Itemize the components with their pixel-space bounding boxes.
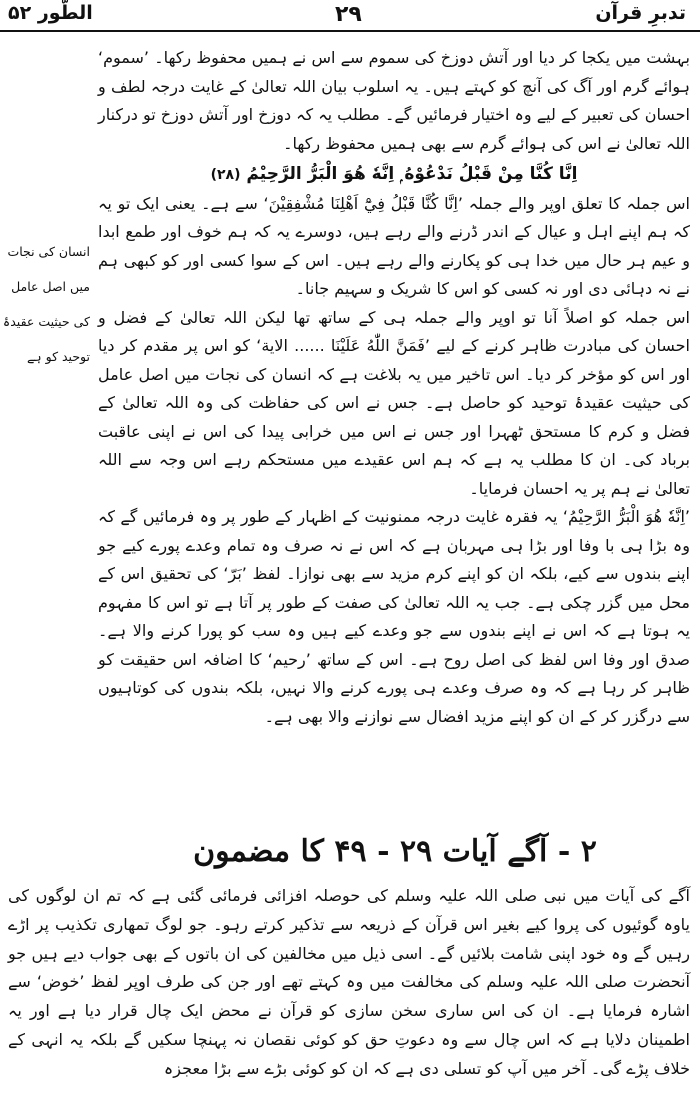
- page-header: [0, 0, 700, 32]
- paragraph: بہشت میں یکجا کر دیا اور آتش دوزخ کی سموم سے اس نے ہمیں محفوظ رکھا۔ ’سموم‘ ہوائے گرم اور آگ کی آنچ کو کہتے ہیں۔ یہ اسلوب بیان اللہ تعالیٰ کے غایت درجہ لطف و احسان کی تعبیر کے لیے وہ اختیار فرمائیں گے۔ مطلب یہ کہ دوزخ اور آتش دوزخ تو درکنار اللہ تعالیٰ نے اس کی ہوائے گرم سے بھی ہمیں محفوظ رکھا۔: [98, 48, 690, 153]
- margin-note-line: انسان کی نجات: [7, 244, 90, 259]
- book-title: تدبرِ قرآن: [595, 2, 686, 24]
- paragraph: اس جملہ کو اصلاً آنا تو اوپر والے جملہ ہی کے ساتھ تھا لیکن اللہ تعالیٰ کے فضل و احسان کی مبادرت ظاہر کرنے کے لیے ’فَمَنَّ اللّٰهُ عَلَيْنَا ...... الاية‘ کو اس پر مقدم کر دیا اور اس کو مؤخر کر دیا۔ اس تاخیر میں یہ بلاغت ہے کہ انسان کی نجات میں اصل عامل کی حیثیت عقیدۂ توحید کو حاصل ہے۔ جس نے اس کی حفاظت کی وہ اللہ تعالیٰ کے فضل و کرم کا مستحق ٹھہرا اور جس نے اس میں خرابی پیدا کی اس نے اپنی عاقبت برباد کی۔ ان کا مطلب یہ ہے کہ ہم اس عقیدے میں مستحکم رہے اس وجہ سے اللہ تعالیٰ نے ہم پر یہ احسان فرمایا۔: [98, 307, 690, 498]
- paragraph: اس جملہ کا تعلق اوپر والے جملہ ’اِنَّا كُنَّا قَبْلُ فِيْٓ اَهْلِنَا مُشْفِقِيْنَ‘ سے ہے۔ یعنی ایک تو یہ کہ ہم اپنے اہل و عیال کے اندر ڈرنے والے رہے ہیں، دوسرے یہ کہ ہم خوف اور طمع ابدا و عیم ہر حال میں خدا ہی کو پکارنے والے رہے ہیں۔ اس کے سوا کسی اور کو کبھی ہم نے نہ دہائی دی اور نہ کسی کو اس کا شریک و سہیم جانا۔: [98, 193, 690, 298]
- commentary-body: [98, 44, 690, 731]
- margin-note-line: کی حیثیت عقیدۂ: [2, 314, 90, 329]
- paragraph: آگے کی آیات میں نبی صلی اللہ علیہ وسلم کی حوصلہ افزائی فرمائی گئی ہے کہ تم ان لوگوں کی یاوہ گوئیوں کی پروا کیے بغیر اس قرآن کے ذریعہ سے تذکیر کرتے رہو۔ جو لوگ تمھاری تکذیب پر اڑے رہیں گے وہ خود اپنی شامت بلائیں گے۔ اسی ذیل میں مخالفین کی ان باتوں کے بھی جواب دیے ہیں جو آنحضرت صلی اللہ علیہ وسلم کی مخالفت میں وہ کہتے تھے اور جن کی طرف اوپر لفظ ’خوض‘ سے اشارہ فرمایا ہے۔ ان کی اس ساری سخن سازی کو قرآن نے محض ایک چال قرار دیا ہے اور یہ اطمینان دلایا ہے کہ اس چال سے وہ دعوتِ حق کو کوئی نقصان نہ پہنچا سکیں گے بلکہ یہ انہی کے خلاف پڑے گی۔ آخر میں آپ کو تسلی دی ہے کہ ان کو کوئی بڑے سے بڑا معجزہ: [8, 886, 690, 1078]
- surah-reference: الطّور ۵۲: [8, 2, 93, 24]
- verse-text: اِنَّا كُنَّا مِنْ قَبْلُ نَدْعُوْهُ ۭ اِنَّهٗ هُوَ الْبَرُّ الرَّحِيْمُ: [246, 164, 578, 184]
- quran-verse: [98, 160, 690, 190]
- margin-note-line: توحید کو ہے: [26, 349, 90, 364]
- section-heading: ۲ - آگے آیات ۲۹ - ۴۹ کا مضمون: [193, 834, 597, 869]
- paragraph: ’اِنَّهٗ هُوَ الْبَرُّ الرَّحِيْمُ‘ یہ فقرہ غایت درجہ ممنونیت کے اظہار کے طور پر وہ فرمائیں گے کہ وہ بڑا ہی با وفا اور بڑا ہی مہربان ہے کہ اس نے نہ صرف وہ تمام وعدے پورے کیے جو اپنے بندوں سے کیے، بلکہ ان کو اپنے کرم مزید سے بھی نوازا۔ لفظ ’بَرّ‘ کی تحقیق اس کے محل میں گزر چکی ہے۔ جب یہ اللہ تعالیٰ کی صفت کے طور پر آتا ہے تو اس کا مفہوم یہ ہوتا ہے کہ اس نے اپنے بندوں سے جو وعدے کیے ہیں وہ سب کو پورا کرنے والا ہے۔ صدق اور وفا اس لفظ کی اصل روح ہے۔ اس کے ساتھ ’رحیم‘ کا اضافہ اس حقیقت کو ظاہر کر رہا ہے کہ وہ صرف وعدے ہی پورے کرنے والا نہیں، بلکہ بندوں کی کوتاہیوں سے درگزر کر کے ان کو اپنے مزید افضال سے نوازنے والا بھی ہے۔: [98, 507, 690, 726]
- margin-note-line: میں اصل عامل: [11, 279, 90, 294]
- verse-number: (۲۸): [210, 167, 241, 183]
- page-number: ۲۹: [335, 2, 362, 27]
- section-body: [8, 882, 690, 1084]
- margin-note: [4, 234, 90, 374]
